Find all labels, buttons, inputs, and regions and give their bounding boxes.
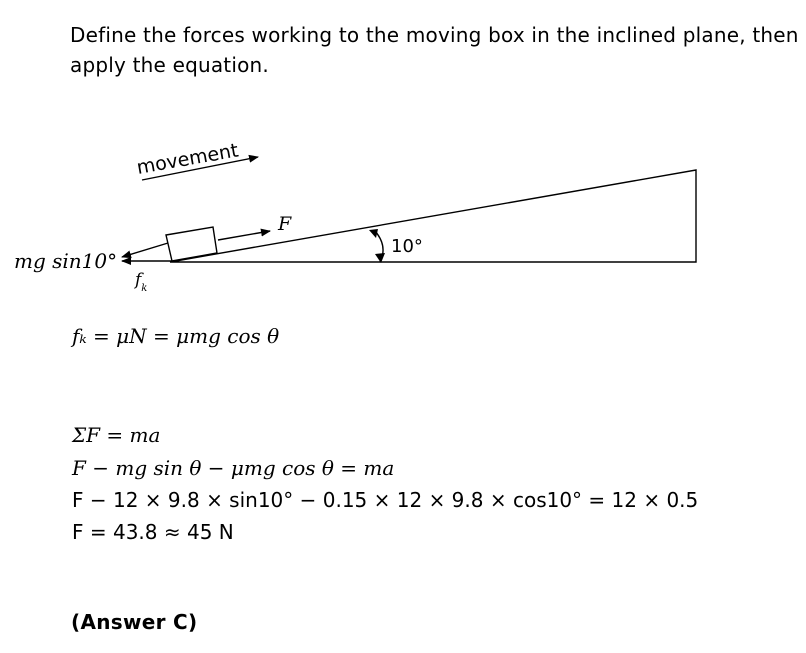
answer-label: (Answer C) [71,610,198,634]
expanded-equation: F − mg sin θ − μmg cos θ = ma [72,456,395,480]
friction-label: $f_k$ [135,270,148,294]
friction-equation: fₖ = μN = μmg cos θ [72,324,280,348]
problem-statement: Define the forces working to the moving box in the inclined plane, then apply the equation. [70,23,799,77]
force-f-arrow [218,231,270,240]
inclined-plane [170,170,696,262]
force-f-label: F [278,213,292,235]
result-equation: F = 43.8 ≈ 45 N [72,520,234,544]
angle-arc-arrowhead-top [369,229,378,238]
weight-component-label: mg sin10° [14,249,118,273]
box [166,227,217,261]
angle-label: 10° [391,236,423,257]
newton-second-law: ΣF = ma [72,423,161,447]
weight-component-arrow [122,243,168,257]
substituted-equation: F − 12 × 9.8 × sin10° − 0.15 × 12 × 9.8 × cos10° = 12 × 0.5 [72,488,699,512]
movement-label: movement [135,139,241,179]
